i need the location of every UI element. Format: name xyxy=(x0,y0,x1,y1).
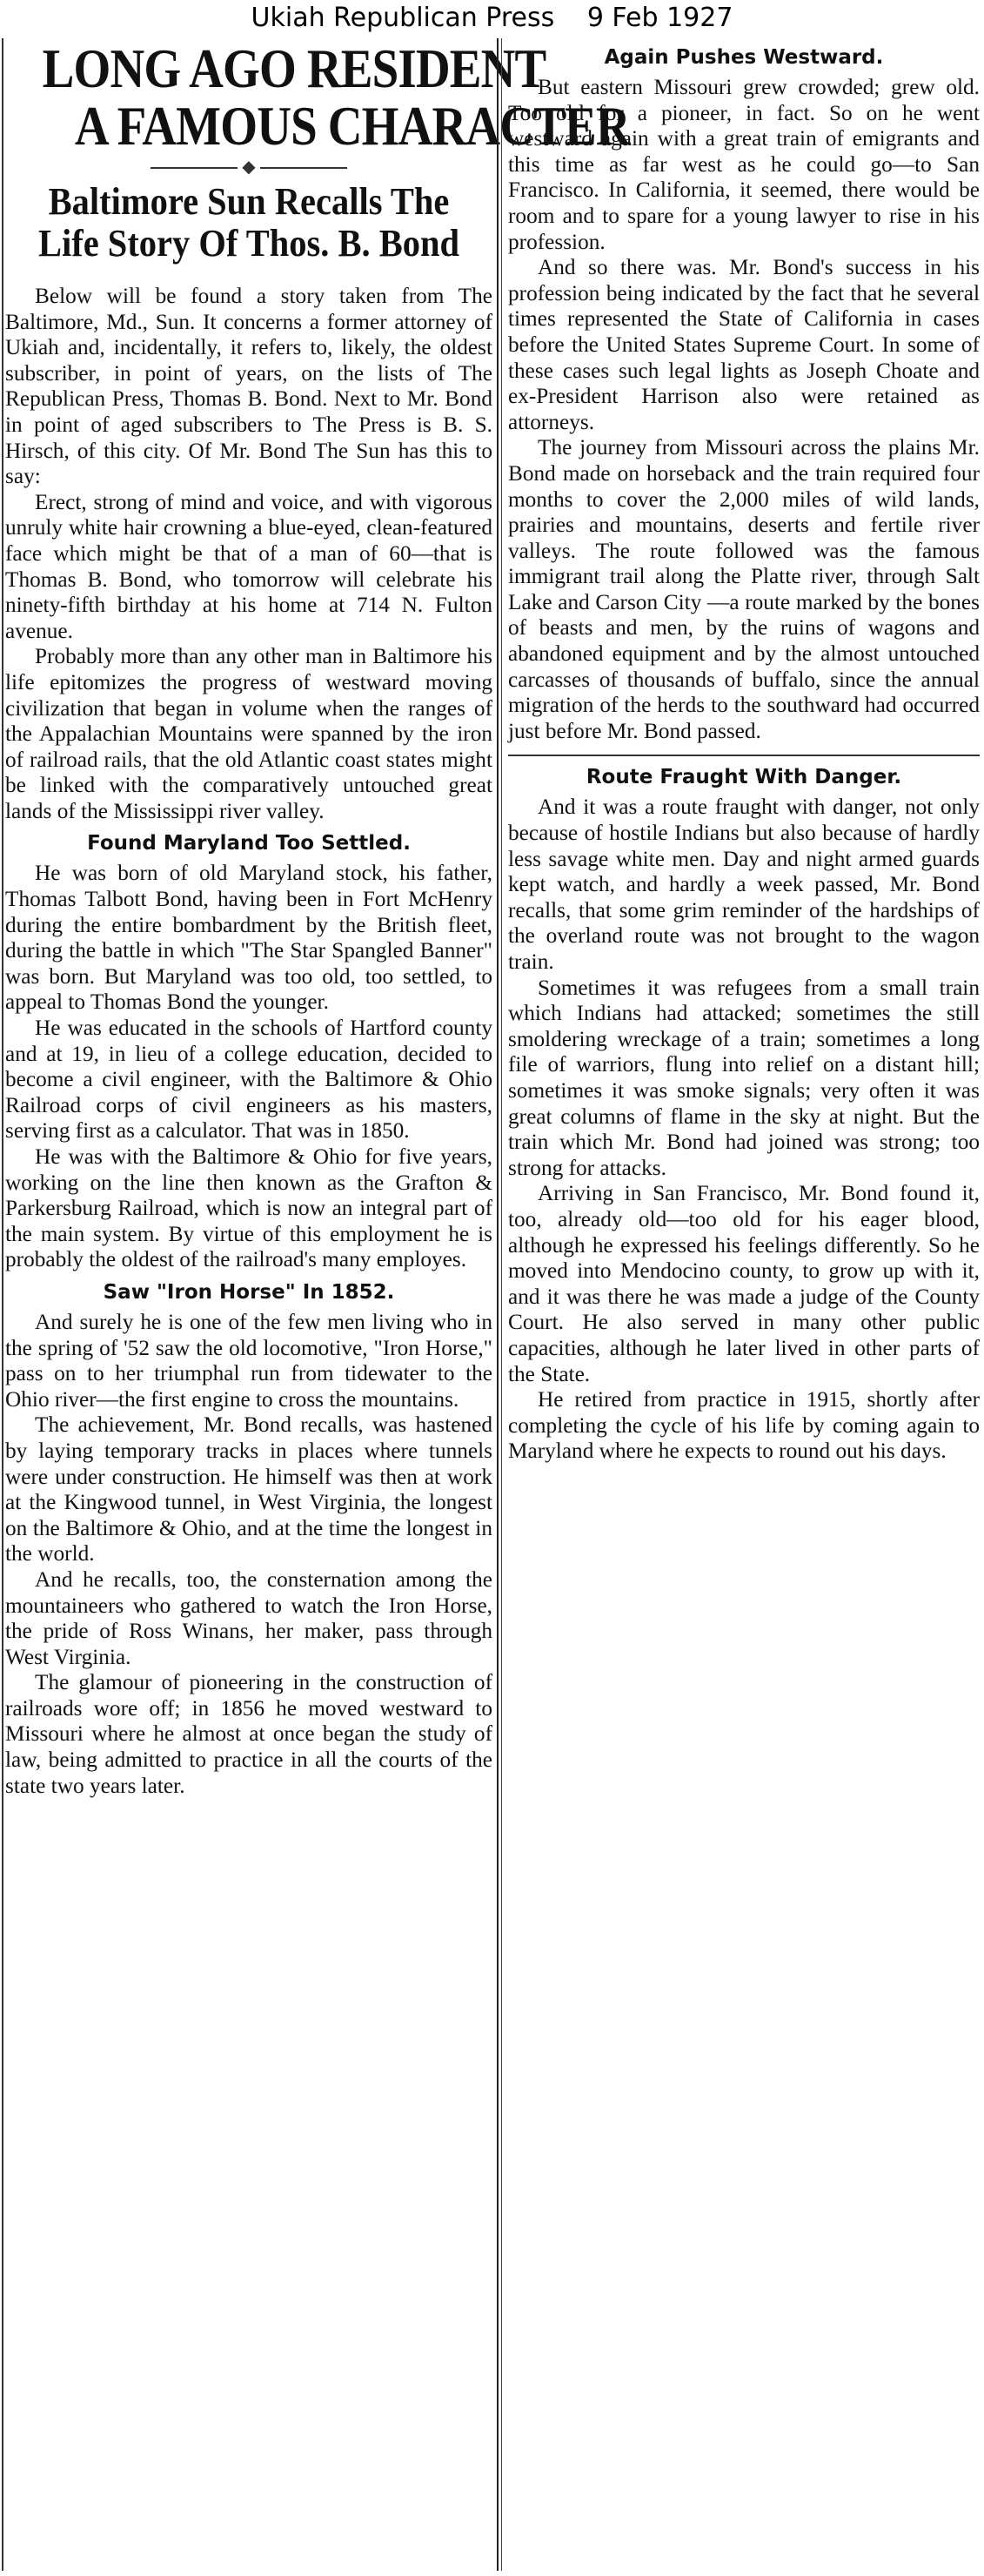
article-paragraph: And it was a route fraught with danger, not only because of hostile Indians but also because of hardly less savage white men. Day and night armed guards kept watch, and hardly a week passed, Mr. Bond recalls, that some grim reminder of the hardships of the overland route was not brought to the wagon train. xyxy=(508,795,980,974)
left-column-body xyxy=(5,284,492,1799)
article-paragraph: And he recalls, too, the consternation among the mountaineers who gathered to watch the Iron Horse, the pride of Ross Winans, her maker, pass through West Virginia. xyxy=(5,1566,492,1669)
article-paragraph: Arriving in San Francisco, Mr. Bond found it, too, already old—too old for his eager blood, although he expressed his feelings differently. So he moved into Mendocino county, to grow up with it, and it was there he was made a judge of the County Court. He also served in many other public capacities, although he later lived in other parts of the State. xyxy=(508,1181,980,1386)
section-heading: Route Fraught With Danger. xyxy=(586,766,902,789)
section-heading: Again Pushes Westward. xyxy=(604,46,884,69)
article-paragraph: The glamour of pioneering in the construction of railroads wore off; in 1856 he moved westward to Missouri where he almost at once began the study of law, being admitted to practice in all the courts of the state two years later. xyxy=(5,1670,492,1798)
ornament-divider: ◆ xyxy=(9,157,489,178)
section-heading: Saw "Iron Horse" In 1852. xyxy=(103,1280,395,1304)
article-paragraph: And surely he is one of the few men living who in the spring of '52 saw the old locomotive, "Iron Horse," pass on to her triumphal run from tidewater to the Ohio river—the first engine to cross the mountains. xyxy=(5,1309,492,1412)
headline-line-2: A FAMOUS CHARACTER xyxy=(74,95,630,157)
article-paragraph: But eastern Missouri grew crowded; grew old. Too old for a pioneer, in fact. So on he went westward again with a great train of emigrants and this time as far west as he could go—to San Francisco. In California, it seemed, there would be room and to spare for a young lawyer to rise in his profession. xyxy=(508,75,980,254)
newspaper-name: Ukiah Republican Press xyxy=(251,3,555,33)
article-paragraph: The journey from Missouri across the plains Mr. Bond made on horseback and the train required four months to cover the 2,000 miles of wild lands, prairies and mountains, deserts and fertile river valleys. The route followed was the famous immigrant trail along the Platte river, through Salt Lake and Carson City —a route marked by the bones of beasts and men, by the ruins of wagons and abandoned equipment and by the almost untouched carcasses of thousands of buffalo, since the annual migration of the herds to the southward had occurred just before Mr. Bond passed. xyxy=(508,435,980,743)
right-column-body xyxy=(508,44,980,1465)
left-column xyxy=(5,37,630,2571)
article-paragraph: Below will be found a story taken from The Baltimore, Md., Sun. It concerns a former attorney of Ukiah and, incidentally, it refers to, likely, the oldest subscriber, in point of years, on the lists of The Republican Press, Thomas B. Bond. Next to Mr. Bond in point of aged subscribers to The Press is B. S. Hirsch, of this city. Of Mr. Bond The Sun has this to say: xyxy=(5,284,492,489)
section-divider xyxy=(508,755,980,756)
headline-block xyxy=(5,37,630,265)
article-paragraph: He was with the Baltimore & Ohio for five years, working on the line then known as the Grafton & Parkersburg Railroad, which is now an integral part of the main system. By virtue of this employment he is probably the oldest of the railroad's many employes. xyxy=(5,1144,492,1272)
article-paragraph: Erect, strong of mind and voice, and with vigorous unruly white hair crowning a blue-eyed, clean-featured face which might be that of a man of 60—that is Thomas B. Bond, who tomorrow will celebrate his ninety-fifth birthday at his home at 714 N. Fulton avenue. xyxy=(5,489,492,643)
article-paragraph: Sometimes it was refugees from a small train which Indians had attacked; sometimes the still smoldering wreckage of a train; sometimes a long file of warriors, flung into relief on a distant hill; sometimes it was smoke signals; very often it was great columns of flame in the sky at night. But the train which Mr. Bond had joined was strong; too strong for attacks. xyxy=(508,975,980,1180)
headline-line-1: LONG AGO RESIDENT xyxy=(42,37,546,99)
article-paragraph: Probably more than any other man in Baltimore his life epitomizes the progress of westward moving civilization that began in volume when the ranges of the Appalachian Mountains were spanned by the iron of railroad rails, that the old Atlantic coast states might be linked with the comparatively untouched great lands of the Mississippi river valley. xyxy=(5,644,492,823)
right-column xyxy=(508,38,980,2571)
issue-date: 9 Feb 1927 xyxy=(586,3,733,33)
article-paragraph: He was born of old Maryland stock, his father, Thomas Talbott Bond, having been in Fort McHenry during the entire bombardment by the British fleet, during the battle in which "The Star Spangled Banner" was born. But Maryland was too old, too settled, to appeal to Thomas Bond the younger. xyxy=(5,861,492,1015)
left-border xyxy=(2,38,3,2571)
article-paragraph: He was educated in the schools of Hartford county and at 19, in lieu of a college education, decided to become a civil engineer, with the Baltimore & Ohio Railroad corps of civil engineers as his masters, serving first as a calculator. That was in 1850. xyxy=(5,1016,492,1144)
section-heading: Found Maryland Too Settled. xyxy=(87,832,411,855)
article-paragraph: He retired from practice in 1915, shortly after completing the cycle of his life by coming again to Maryland where he expects to round out his days. xyxy=(508,1387,980,1464)
article-paragraph: And so there was. Mr. Bond's success in his profession being indicated by the fact that he several times represented the State of California in cases before the United States Supreme Court. In some of these cases such legal lights as Joseph Choate and ex-President Harrison also were retained as attorneys. xyxy=(508,255,980,434)
column-rule xyxy=(497,38,502,2571)
masthead xyxy=(0,0,984,38)
article-paragraph: The achievement, Mr. Bond recalls, was hastened by laying temporary tracks in places where tunnels were under construction. He himself was then at work at the Kingwood tunnel, in West Virginia, the longest on the Baltimore & Ohio, and at the time the longest in the world. xyxy=(5,1412,492,1566)
article-deck: Baltimore Sun Recalls The Life Story Of Thos. B. Bond xyxy=(37,180,459,265)
